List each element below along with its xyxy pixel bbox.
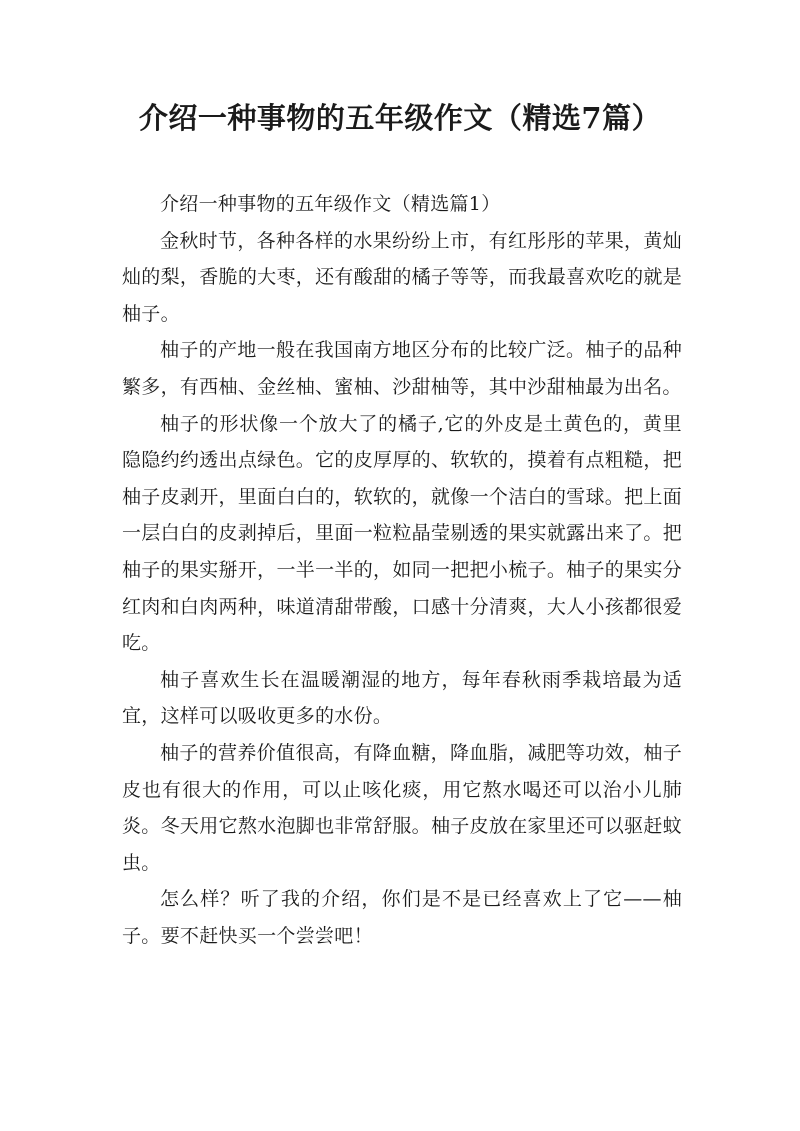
document-body (122, 186, 682, 954)
document-title: 介绍一种事物的五年级作文（精选7篇） (138, 101, 662, 135)
paragraph-4: 柚子喜欢生长在温暖潮湿的地方，每年春秋雨季栽培最为适宜，这样可以吸收更多的水份。 (122, 668, 682, 728)
paragraph-3: 柚子的形状像一个放大了的橘子,它的外皮是土黄色的，黄里隐隐约约透出点绿色。它的皮厚厚的、软软的，摸着有点粗糙，把柚子皮剥开，里面白白的，软软的，就像一个洁白的雪球。把上面一层白白的皮剥掉后，里面一粒粒晶莹剔透的果实就露出来了。把柚子的果实掰开，一半一半的，如同一把把小梳子。柚子的果实分红肉和白肉两种，味道清甜带酸，口感十分清爽，大人小孩都很爱吃。 (122, 412, 682, 655)
paragraph-6: 怎么样？听了我的介绍，你们是不是已经喜欢上了它——柚子。要不赶快买一个尝尝吧！ (122, 888, 682, 947)
paragraph-5: 柚子的营养价值很高，有降血糖，降血脂，减肥等功效，柚子皮也有很大的作用，可以止咳化痰，用它熬水喝还可以治小儿肺炎。冬天用它熬水泡脚也非常舒服。柚子皮放在家里还可以驱赶蚊虫。 (122, 741, 682, 874)
paragraph-2: 柚子的产地一般在我国南方地区分布的比较广泛。柚子的品种繁多，有西柚、金丝柚、蜜柚、沙甜柚等，其中沙甜柚最为出名。 (122, 339, 682, 398)
paragraph-1: 金秋时节，各种各样的水果纷纷上市，有红彤彤的苹果，黄灿灿的梨，香脆的大枣，还有酸甜的橘子等等，而我最喜欢吃的就是柚子。 (122, 229, 682, 325)
section-subtitle: 介绍一种事物的五年级作文（精选篇1） (160, 193, 501, 215)
